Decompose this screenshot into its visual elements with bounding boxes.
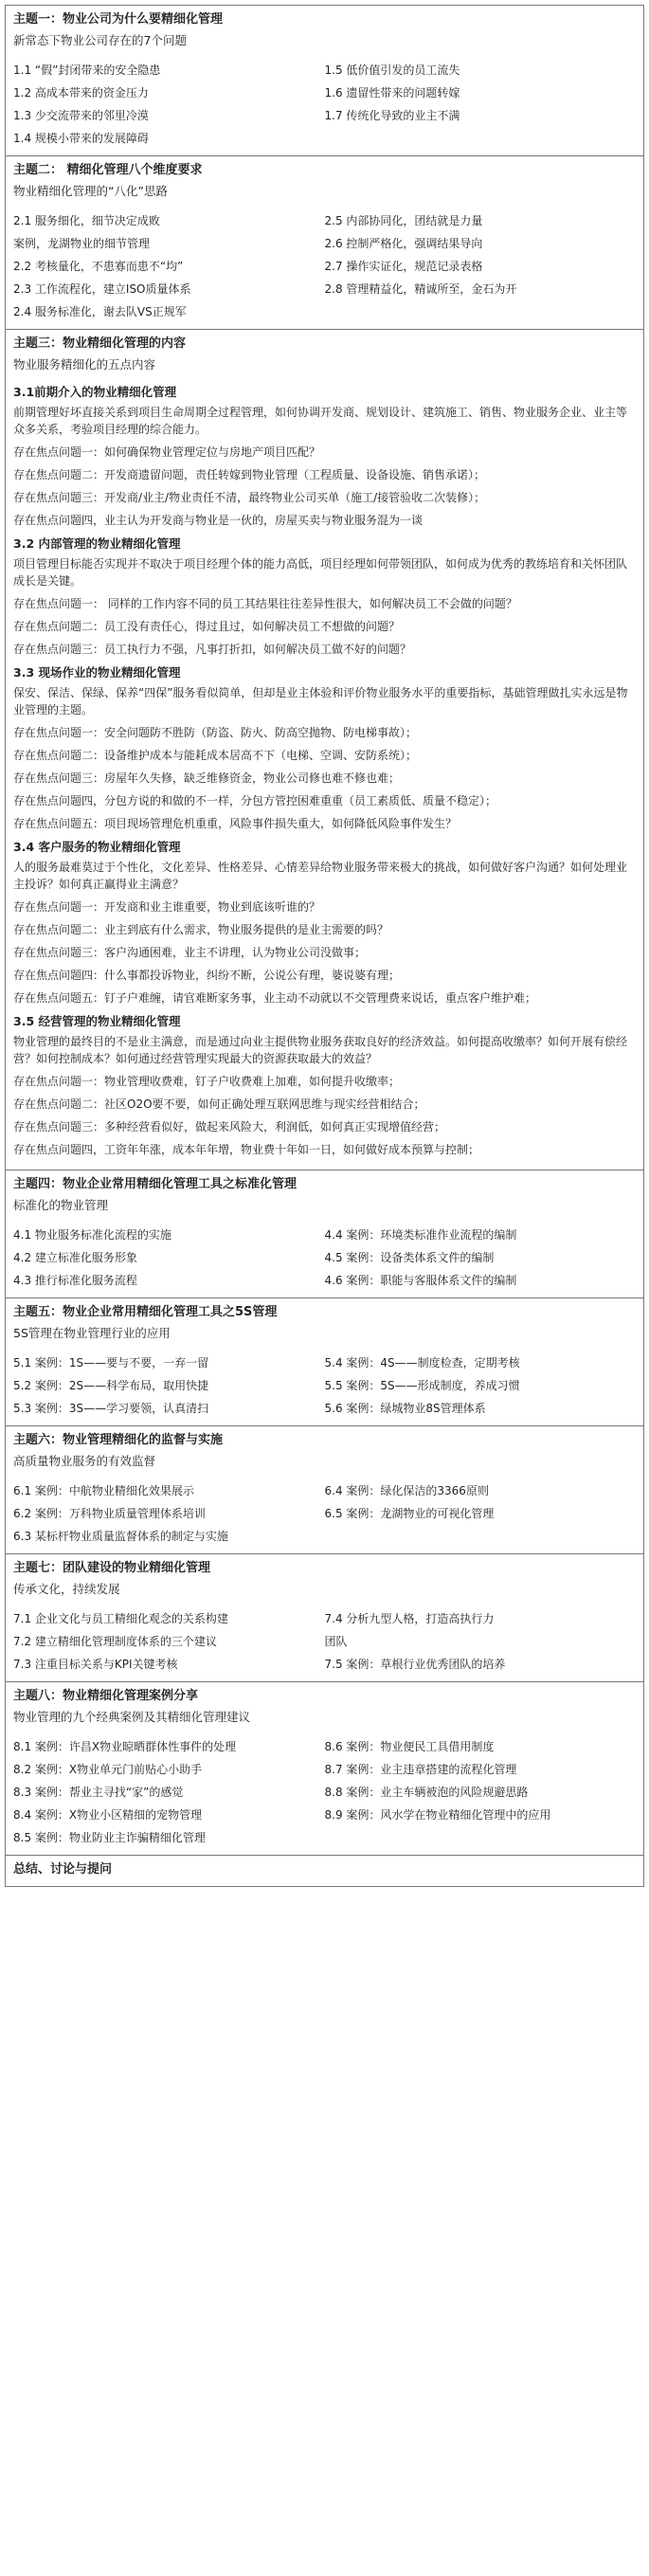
- section-title: 主题一：物业公司为什么要精细化管理: [13, 12, 224, 27]
- outline-row: [13, 1224, 636, 1246]
- outline-item: 6.1 案例：中航物业精细化效果展示: [13, 1484, 194, 1497]
- issue-item: 存在焦点问题三：多种经营看似好，做起来风险大，利润低，如何真正实现增值经营；: [13, 1120, 446, 1134]
- section-subtitle: 高质量物业服务的有效监督: [13, 1454, 156, 1468]
- section-topic-3: [6, 329, 643, 1170]
- outline-row: [13, 1653, 636, 1676]
- outline-row: [13, 209, 636, 232]
- outline-item: 4.5 案例：设备类体系文件的编制: [324, 1251, 495, 1264]
- issue-item: 存在焦点问题四，分包方说的和做的不一样，分包方管控困难重重（员工素质低、质量不稳定）；: [13, 794, 497, 807]
- outline-item: 案例，龙湖物业的细节管理: [13, 237, 151, 250]
- subsection-heading: 3.3 现场作业的物业精细化管理: [13, 665, 181, 680]
- outline-row: [13, 1630, 636, 1653]
- outline-item: 2.3 工作流程化，建立ISO质量体系: [13, 282, 191, 296]
- subsection-heading: 3.5 经营管理的物业精细化管理: [13, 1014, 181, 1028]
- outline-item: 7.3 注重目标关系与KPI关键考核: [13, 1658, 178, 1671]
- issue-item: 存在焦点问题二：开发商遗留问题，责任转嫁到物业管理（工程质量、设备设施、销售承诺）；: [13, 468, 486, 481]
- outline-item: 6.3 某标杆物业质量监督体系的制定与实施: [13, 1530, 228, 1543]
- outline-item: 1.7 传统化导致的业主不满: [324, 109, 460, 122]
- outline-row: [13, 1525, 636, 1548]
- outline-item: 2.7 操作实证化，规范记录表格: [324, 260, 483, 273]
- issue-item: 存在焦点问题一： 同样的工作内容不同的员工其结果往往差异性很大，如何解决员工不会做的问题？: [13, 597, 517, 610]
- outline-item: 7.4 分析九型人格，打造高执行力: [324, 1612, 495, 1625]
- section-topic-4: [6, 1170, 643, 1297]
- outline-row: [13, 1826, 636, 1849]
- section-topic-8: [6, 1681, 643, 1855]
- subsection-heading: 3.4 客户服务的物业精细化管理: [13, 840, 181, 854]
- outline-row: [13, 1479, 636, 1502]
- section-title: 主题五：物业企业常用精细化管理工具之5S管理: [13, 1305, 278, 1319]
- outline-item: 8.3 案例：帮业主寻找“家”的感觉: [13, 1786, 184, 1799]
- issue-item: 存在焦点问题五：项目现场管理危机重重，风险事件损失重大，如何降低风险事件发生？: [13, 817, 458, 830]
- section-topic-6: [6, 1425, 643, 1553]
- outline-row: [13, 1781, 636, 1804]
- outline-item: 1.4 规模小带来的发展障碍: [13, 132, 149, 145]
- outline-row: [13, 300, 636, 323]
- outline-item: 4.6 案例：职能与客服体系文件的编制: [324, 1274, 517, 1287]
- outline-item: 2.1 服务细化，细节决定成败: [13, 214, 160, 227]
- outline-item: 5.3 案例：3S——学习要领，认真清扫: [13, 1402, 209, 1415]
- section-title: 主题二： 精细化管理八个维度要求: [13, 163, 203, 177]
- closing-title: 总结、讨论与提问: [13, 1862, 113, 1877]
- outline-row: [13, 82, 636, 104]
- section-title: 主题三：物业精细化管理的内容: [13, 336, 187, 351]
- issue-item: 存在焦点问题二：员工没有责任心，得过且过，如何解决员工不想做的问题？: [13, 620, 401, 633]
- subsection-3-5: [13, 1012, 636, 1158]
- outline-row: [13, 1758, 636, 1781]
- outline-item: [325, 1826, 637, 1849]
- issue-item: 存在焦点问题一：开发商和业主谁重要，物业到底该听谁的？: [13, 900, 321, 914]
- outline-row: [13, 1269, 636, 1292]
- outline-item: 7.2 建立精细化管理制度体系的三个建议: [13, 1635, 217, 1648]
- outline-item: 7.1 企业文化与员工精细化观念的关系构建: [13, 1612, 228, 1625]
- issue-item: 存在焦点问题四，业主认为开发商与物业是一伙的，房屋买卖与物业服务混为一谈: [13, 514, 424, 527]
- outline-item: 5.1 案例：1S——要与不要，一弃一留: [13, 1356, 209, 1370]
- section-subtitle: 传承文化，持续发展: [13, 1582, 120, 1596]
- outline-item: 4.3 推行标准化服务流程: [13, 1274, 137, 1287]
- outline-item: 4.4 案例：环境类标准作业流程的编制: [324, 1228, 517, 1242]
- outline-item: 7.5 案例：草根行业优秀团队的培养: [324, 1658, 506, 1671]
- section-subtitle: 标准化的物业管理: [13, 1198, 109, 1212]
- outline-item: 1.5 低价值引发的员工流失: [324, 63, 460, 77]
- outline-item: 8.7 案例：业主违章搭建的流程化管理: [324, 1763, 517, 1776]
- outline-row: [13, 1607, 636, 1630]
- outline-row: [13, 59, 636, 82]
- paragraph: 保安、保洁、保绿、保养“四保”服务看似简单，但却是业主体验和评价物业服务水平的重要指标，基础管理做扎实永远是物业管理的主题。: [13, 686, 628, 717]
- outline-item: 5.2 案例：2S——科学布局，取用快捷: [13, 1379, 209, 1392]
- outline-row: [13, 1374, 636, 1397]
- section-title: 主题七：团队建设的物业精细化管理: [13, 1561, 211, 1575]
- outline-item: 8.1 案例：许昌X物业晾晒群体性事件的处理: [13, 1740, 237, 1753]
- outline-row: [13, 255, 636, 278]
- outline-row: [13, 127, 636, 150]
- issue-item: 存在焦点问题一：安全问题防不胜防（防盗、防火、防高空抛物、防电梯事故）；: [13, 726, 418, 739]
- outline-row: [13, 1502, 636, 1525]
- outline-item: 2.8 管理精益化，精诚所至，金石为开: [324, 282, 517, 296]
- issue-item: 存在焦点问题二：社区O2O要不要，如何正确处理互联网思维与现实经营相结合；: [13, 1098, 425, 1111]
- outline-row: [13, 104, 636, 127]
- section-subtitle: 物业管理的九个经典案例及其精细化管理建议: [13, 1710, 251, 1724]
- section-topic-7: [6, 1553, 643, 1681]
- issue-item: 存在焦点问题四，工资年年涨，成本年年增，物业费十年如一日，如何做好成本预算与控制；: [13, 1143, 480, 1156]
- subsection-3-3: [13, 663, 636, 832]
- issue-item: 存在焦点问题二：设备维护成本与能耗成本居高不下（电梯、空调、安防系统）；: [13, 749, 418, 762]
- subsection-heading: 3.2 内部管理的物业精细化管理: [13, 536, 181, 551]
- outline-item: 8.9 案例：风水学在物业精细化管理中的应用: [324, 1808, 551, 1822]
- section-topic-5: [6, 1297, 643, 1425]
- issue-item: 存在焦点问题三：客户沟通困难，业主不讲理，认为物业公司没做事；: [13, 946, 367, 959]
- outline-item: 5.6 案例：绿城物业8S管理体系: [324, 1402, 486, 1415]
- outline-item: 8.2 案例：X物业单元门前贴心小助手: [13, 1763, 203, 1776]
- outline-item: 1.1 “假”封闭带来的安全隐患: [13, 63, 161, 77]
- outline-row: [13, 278, 636, 300]
- outline-item: 2.5 内部协同化，团结就是力量: [324, 214, 483, 227]
- outline-item: 1.6 遗留性带来的问题转嫁: [324, 86, 460, 100]
- outline-item: 1.2 高成本带来的资金压力: [13, 86, 149, 100]
- section-subtitle: 新常态下物业公司存在的7个问题: [13, 33, 187, 47]
- outline-row: [13, 1735, 636, 1758]
- outline-item: 6.4 案例：绿化保洁的3366原则: [324, 1484, 489, 1497]
- issue-item: 存在焦点问题三：开发商/业主/物业责任不清，最终物业公司买单（施工/接管验收二次装修）；: [13, 491, 486, 504]
- outline-item: 8.4 案例：X物业小区精细的宠物管理: [13, 1808, 203, 1822]
- paragraph: 物业管理的最终目的不是业主满意，而是通过向业主提供物业服务获取良好的经济效益。如何提高收缴率？如何开展有偿经营？如何控制成本？如何通过经营管理实现最大的资源获取最大的效益？: [13, 1035, 628, 1065]
- issue-item: 存在焦点问题二：业主到底有什么需求，物业服务提供的是业主需要的吗？: [13, 923, 389, 936]
- paragraph: 项目管理目标能否实现并不取决于项目经理个体的能力高低，项目经理如何带领团队，如何成为优秀的教练培育和关怀团队成长是关键。: [13, 557, 628, 588]
- section-title: 主题六：物业管理精细化的监督与实施: [13, 1433, 224, 1447]
- outline-item: 2.4 服务标准化，谢去队VS正规军: [13, 305, 187, 318]
- outline-item: 团队: [324, 1635, 348, 1648]
- issue-item: 存在焦点问题四：什么事都投诉物业，纠纷不断，公说公有理，婆说婆有理；: [13, 969, 401, 982]
- issue-item: 存在焦点问题五：钉子户难缠，请官难断家务事，业主动不动就以不交管理费来说话，重点客户维护难；: [13, 991, 537, 1005]
- outline-item: 1.3 少交流带来的邻里冷漠: [13, 109, 149, 122]
- outline-item: 2.6 控制严格化，强调结果导向: [324, 237, 483, 250]
- subsection-3-1: [13, 383, 636, 529]
- subsection-3-4: [13, 838, 636, 1007]
- paragraph: 前期管理好坏直接关系到项目生命周期全过程管理，如何协调开发商、规划设计、建筑施工、销售、物业服务企业、业主等众多关系，考验项目经理的综合能力。: [13, 406, 628, 436]
- outline-item: 4.2 建立标准化服务形象: [13, 1251, 137, 1264]
- outline-row: [13, 232, 636, 255]
- issue-item: 存在焦点问题三：房屋年久失修，缺乏维修资金，物业公司修也难不修也难；: [13, 771, 401, 785]
- section-title: 主题四：物业企业常用精细化管理工具之标准化管理: [13, 1177, 297, 1191]
- outline-document: [5, 5, 644, 1887]
- outline-item: 6.2 案例：万科物业质量管理体系培训: [13, 1507, 206, 1520]
- outline-row: [13, 1246, 636, 1269]
- outline-item: 6.5 案例：龙湖物业的可视化管理: [324, 1507, 495, 1520]
- subsection-3-2: [13, 535, 636, 658]
- section-subtitle: 物业精细化管理的“八化”思路: [13, 184, 168, 198]
- issue-item: 存在焦点问题一：物业管理收费难，钉子户收费难上加难，如何提升收缴率；: [13, 1075, 401, 1088]
- outline-item: 2.2 考核量化，不患寡而患不“均”: [13, 260, 184, 273]
- outline-item: 8.5 案例：物业防业主诈骗精细化管理: [13, 1831, 206, 1844]
- outline-row: [13, 1397, 636, 1420]
- outline-item: 4.1 物业服务标准化流程的实施: [13, 1228, 171, 1242]
- outline-item: [325, 1525, 637, 1548]
- outline-row: [13, 1351, 636, 1374]
- issue-item: 存在焦点问题一：如何确保物业管理定位与房地产项目匹配？: [13, 445, 321, 459]
- section-topic-2: [6, 155, 643, 329]
- section-subtitle: 5S管理在物业管理行业的应用: [13, 1326, 171, 1340]
- outline-item: 8.8 案例：业主车辆被泡的风险规避思路: [324, 1786, 529, 1799]
- outline-row: [13, 1804, 636, 1826]
- section-topic-1: [6, 6, 643, 155]
- outline-item: [325, 300, 637, 323]
- section-subtitle: 物业服务精细化的五点内容: [13, 357, 156, 372]
- subsection-heading: 3.1前期介入的物业精细化管理: [13, 385, 177, 399]
- issue-item: 存在焦点问题三：员工执行力不强，凡事打折扣，如何解决员工做不好的问题？: [13, 643, 412, 656]
- outline-item: 5.5 案例：5S——形成制度，养成习惯: [324, 1379, 520, 1392]
- section-closing: [6, 1855, 643, 1886]
- section-title: 主题八：物业精细化管理案例分享: [13, 1689, 199, 1703]
- outline-item: [325, 127, 637, 150]
- outline-item: 8.6 案例：物业便民工具借用制度: [324, 1740, 495, 1753]
- outline-item: 5.4 案例：4S——制度检查，定期考核: [324, 1356, 520, 1370]
- paragraph: 人的服务最难莫过于个性化，文化差异、性格差异、心情差异给物业服务带来极大的挑战，如何做好客户沟通？如何处理业主投诉？如何真正赢得业主满意？: [13, 861, 628, 891]
